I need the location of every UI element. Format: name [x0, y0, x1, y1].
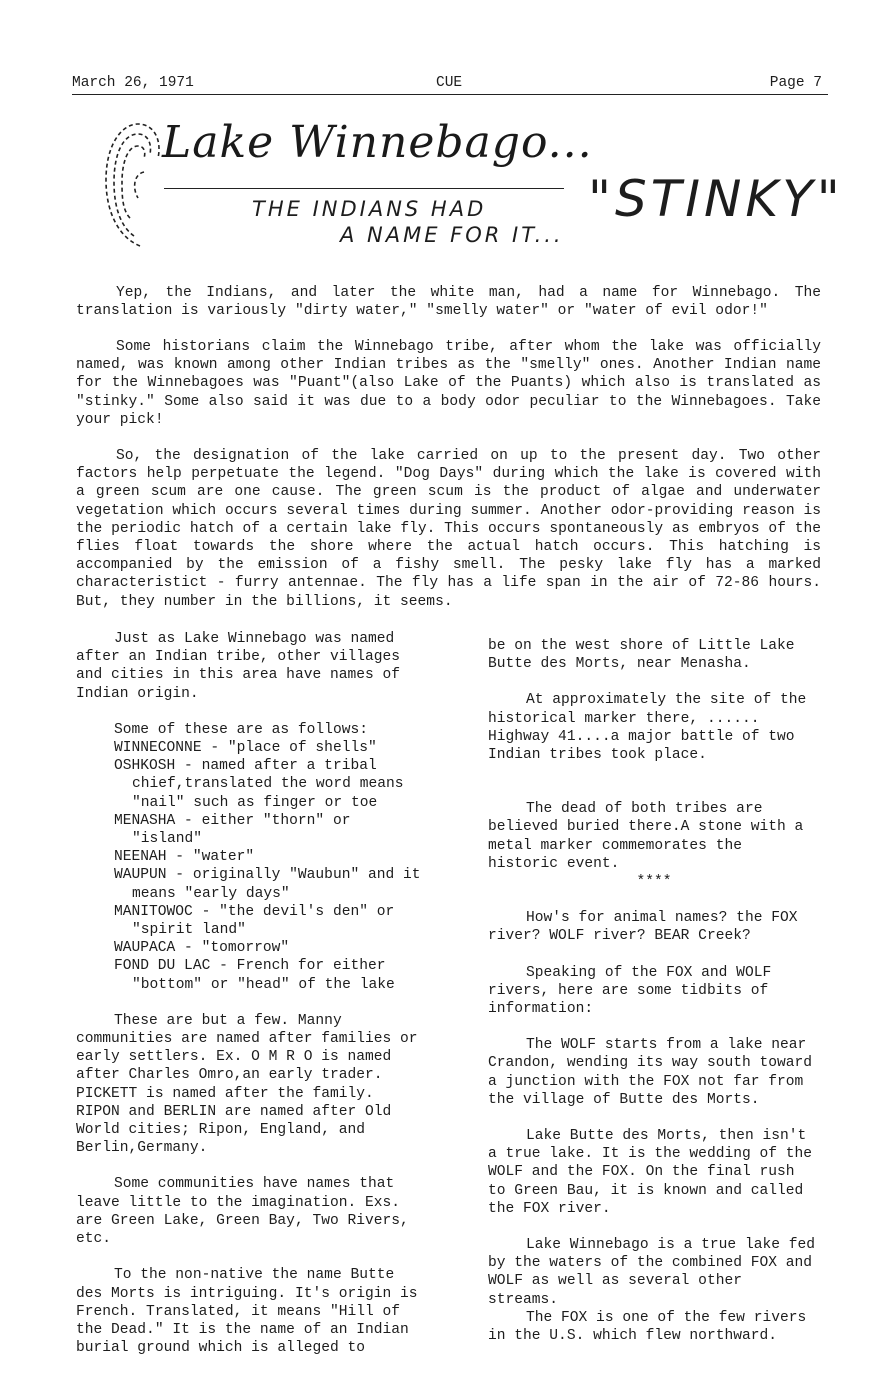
right-paragraph-8: Lake Winnebago is a true lake fed by the waters of the combined FOX and WOLF as well as several other streams.	[488, 1237, 816, 1308]
right-paragraph-1: be on the west shore of Little Lake Butte des Morts, near Menasha.	[488, 638, 795, 673]
list-item: NEENAH - "water"	[114, 849, 255, 866]
list-item: WAUPUN - originally "Waubun" and it means "early days"	[114, 867, 421, 902]
right-paragraph-5: Speaking of the FOX and WOLF rivers, here are some tidbits of information:	[488, 964, 772, 1018]
left-paragraph-3: Some communities have names that leave little to the imagination. Exs. are Green Lake, Green Bay, Two Rivers, etc.	[76, 1176, 409, 1248]
right-paragraph-4: How's for animal names? the FOX river? WOLF river? BEAR Creek?	[488, 910, 798, 945]
list-item: FOND DU LAC - French for either "bottom" or "head" of the lake	[114, 958, 395, 993]
page-number: Page 7	[769, 75, 822, 91]
left-column	[76, 630, 424, 1357]
list-intro: Some of these are as follows:	[114, 721, 368, 738]
place-names-list	[114, 721, 424, 994]
list-item: OSHKOSH - named after a tribal chief,translated the word means "nail" such as finger or toe	[114, 758, 404, 811]
list-item: WINNECONNE - "place of shells"	[114, 740, 377, 757]
right-paragraph-2: At approximately the site of the historical marker there, ...... Highway 41....a major battle of two Indian tribes took place.	[488, 692, 807, 764]
ear-illustration	[100, 118, 164, 250]
intro-paragraph-2: Some historians claim the Winnebago tribe, after whom the lake was officially named, was known among other Indian tribes as the "smelly" ones. Another Indian name for the Winnebagoes was "Puant"(also Lake of the Puants) which also is translated as "stinky." Some also said it was due to a body odor peculiar to the Winnebagoes. Take your pick!	[76, 339, 821, 428]
list-item: WAUPACA - "tomorrow"	[114, 940, 290, 957]
issue-date: March 26, 1971	[72, 75, 194, 91]
title-underline	[164, 188, 564, 189]
left-paragraph-2: These are but a few. Manny communities are named after families or early settlers. Ex. O M R O is named after Charles Omro,an early trader. PICKETT is named after the family. RIPON and BERLIN are named after Old World cities; Ripon, England, and Berlin,Germany.	[76, 1012, 418, 1157]
right-paragraph-6: The WOLF starts from a lake near Crandon, wending its way south toward a junction with the FOX not far from the village of Butte des Morts.	[488, 1037, 813, 1108]
stinky-heading: "STINKY"	[588, 170, 844, 228]
intro-paragraph-3: So, the designation of the lake carried on up to the present day. Two other factors help perpetuate the legend. "Dog Days" during which the lake is covered with a green scum are one cause. The green scum is the product of algae and underwater vegetation which occurs several times during summer. Another odor-providing reason is the periodic hatch of a certain lake fly. This occurs spontaneously as embryos of the flies float towards the shore where the actual hatch occurs. This hatching is accompanied by the emission of a fishy smell. The pesky lake fly has a marked characteristict - furry antennae. The fly has a life span in the air of 72-86 hours. But, they number in the billions, it seems.	[76, 448, 821, 610]
right-paragraph-3: The dead of both tribes are believed buried there.A stone with a metal marker commemorates the historic event.	[488, 801, 804, 872]
left-paragraph-4: To the non-native the name Butte des Morts is intriguing. It's origin is French. Translated, it means "Hill of the Dead." It is the name of an Indian burial ground which is alleged to	[76, 1267, 418, 1357]
subtitle-line-1: THE INDIANS HAD	[252, 197, 487, 221]
publication-name: CUE	[436, 75, 463, 91]
right-paragraph-9: The FOX is one of the few rivers in the U.S. which flew northward.	[488, 1309, 807, 1345]
subtitle-line-2: A NAME FOR IT...	[340, 223, 564, 247]
list-item: MANITOWOC - "the devil's den" or "spirit land"	[114, 903, 395, 939]
section-separator: ****	[636, 874, 672, 891]
right-paragraph-7: Lake Butte des Morts, then isn't a true lake. It is the wedding of the WOLF and the FOX. On the final rush to Green Bau, it is known and called the FOX river.	[488, 1128, 813, 1217]
article-title-block	[100, 117, 844, 258]
list-item: MENASHA - either "thorn" or "island"	[114, 812, 351, 848]
article-title: Lake Winnebago...	[162, 117, 593, 168]
intro-paragraph-1: Yep, the Indians, and later the white man, had a name for Winnebago. The translation is variously "dirty water," "smelly water" or "water of evil odor!"	[76, 285, 821, 320]
left-paragraph-1: Just as Lake Winnebago was named after an Indian tribe, other villages and cities in this area have names of Indian origin.	[76, 631, 401, 702]
right-column	[488, 637, 820, 1345]
page-header	[72, 74, 828, 95]
